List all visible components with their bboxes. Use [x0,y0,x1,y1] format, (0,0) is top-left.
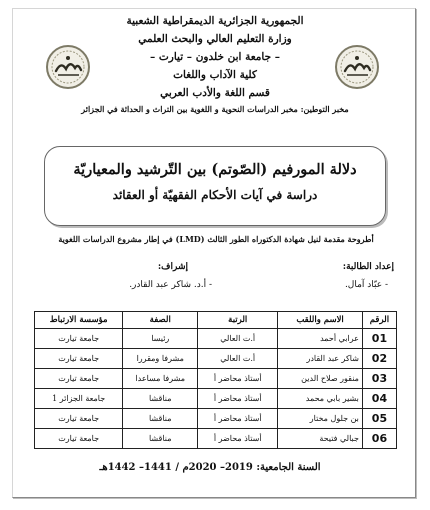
thesis-subtitle: دراسة في آيات الأحكام الفقهيّة أو العقائد [112,188,318,202]
faculty-line: كلية الآداب واللغات [173,69,257,81]
table-row [35,369,397,389]
row-number: 04 [362,389,396,409]
row-number: 03 [362,369,396,389]
row-role: مشرفا ومقررا [123,349,198,369]
header-name: الاسم واللقب [278,312,363,329]
ministry-line: وزارة التعليم العالي والبحث العلمي [138,33,292,45]
header-rank: الرتبة [198,312,278,329]
row-role: مشرفا مساعدا [123,369,198,389]
supervisor-name: - أ.د. شاكر عبد القادر. [129,280,212,290]
row-name: عرابي أحمد [278,329,363,349]
department-line: قسم اللغة والأدب العربي [160,87,270,99]
university-logo-icon [45,44,91,90]
lab-line: مخبر التوطين: مخبر الدراسات النحوية و اللغوية بين التراث و الحداثة في الجزائر [81,104,349,114]
row-rank: أستاذ محاضر أ [198,389,278,409]
republic-line: الجمهورية الجزائرية الديمقراطية الشعبية [126,15,304,27]
header-role: الصفة [123,312,198,329]
row-rank: أ.ت العالي [198,329,278,349]
row-name: جبالي فتيحة [278,429,363,449]
supervisor-label: إشراف: [157,262,188,272]
row-institution: جامعة تيارت [35,349,123,369]
university-logo-icon [334,44,380,90]
row-role: مناقشا [123,429,198,449]
row-name: شاكر عبد القادر [278,349,363,369]
table-header-row [35,312,397,329]
row-institution: جامعة تيارت [35,409,123,429]
row-role: مناقشا [123,389,198,409]
thesis-title-box [44,146,386,226]
row-name: بن جلول مختار [278,409,363,429]
row-number: 05 [362,409,396,429]
row-rank: أستاذ محاضر أ [198,429,278,449]
table-row [35,349,397,369]
row-role: رئيسا [123,329,198,349]
row-rank: أستاذ محاضر أ [198,409,278,429]
row-name: بشير بابي محمد [278,389,363,409]
table-row [35,429,397,449]
row-name: منقور صلاح الدين [278,369,363,389]
student-label: إعداد الطالبة: [342,262,394,272]
row-rank: أ.ت العالي [198,349,278,369]
student-name: - عبّاد آمال. [344,280,388,290]
row-number: 02 [362,349,396,369]
table-row [35,329,397,349]
table-row [35,409,397,429]
row-number: 06 [362,429,396,449]
academic-year [60,462,360,473]
academic-year-label: السنة الجامعية: [256,462,321,473]
committee-table [34,311,397,449]
university-line: – جامعة ابن خلدون – تيارت – [149,51,281,63]
row-number: 01 [362,329,396,349]
row-institution: جامعة تيارت [35,369,123,389]
header-number: الرقم [362,312,396,329]
thesis-title: دلالة المورفيم (الصّوتم) بين التّرشيد والمعياريّة [73,161,357,178]
table-row [35,389,397,409]
header-institution: مؤسسة الارتباط [35,312,123,329]
row-institution: جامعة الجزائر 1 [35,389,123,409]
row-institution: جامعة تيارت [35,329,123,349]
row-role: مناقشا [123,409,198,429]
academic-year-value: 2019– 2020م / 1441– 1442هـ [99,462,253,473]
row-rank: أستاذ محاضر أ [198,369,278,389]
row-institution: جامعة تيارت [35,429,123,449]
thesis-note: أطروحة مقدمة لنيل شهادة الدكتوراه الطور الثالث (LMD) في إطار مشروع الدراسات اللغوية [58,234,374,244]
